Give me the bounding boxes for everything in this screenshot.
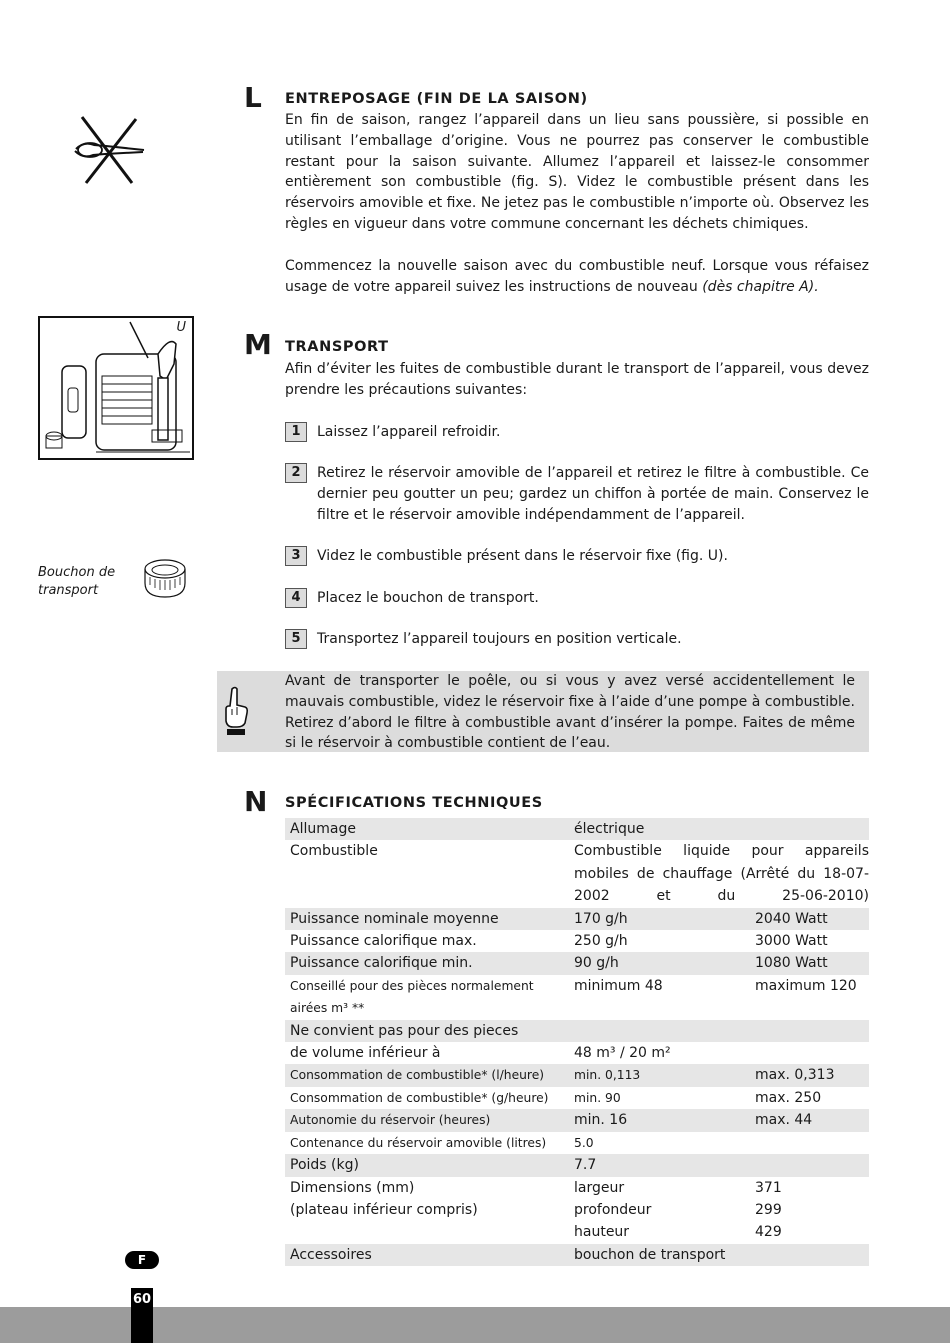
warning-box [217,671,869,752]
step-text: Placez le bouchon de transport. [317,590,539,606]
spec-label: Poids (kg) [285,1154,569,1176]
spec-label: Puissance calorifique min. [285,952,569,974]
spec-label: Allumage [285,818,569,840]
section-letter-n: N [244,785,268,818]
table-row [285,1154,869,1176]
section-title-transport: TRANSPORT [285,339,389,355]
cap-caption: Bouchon de transport [38,565,116,598]
step-number: 2 [285,463,307,483]
spec-label: Ne convient pas pour des pieces [285,1020,569,1042]
spec-value [569,1020,750,1042]
spec-value: Combustible liquide pour appareils mobiles de chauffage (Arrêté du 18-07-2002 et du 25-06-2010) [574,843,869,905]
step-number: 5 [285,629,307,649]
spec-value: hauteur [574,1224,630,1241]
spec-label: Contenance du réservoir amovible (litres) [290,1135,547,1150]
figure-u-label: U [176,320,186,335]
spec-value-2 [750,1244,869,1266]
table-row [285,1199,869,1221]
step-text: Laissez l’appareil refroidir. [317,424,501,440]
section-letter-m: M [244,328,272,361]
transport-intro: Afin d’éviter les fuites de combustible durant le transport de l’appareil, vous devez prendre les précautions suivantes: [285,361,869,398]
spec-value: largeur [574,1179,625,1196]
spec-value-2: max. 250 [755,1089,822,1106]
warning-text: Avant de transporter le poêle, ou si vous y avez versé accidentellement le mauvais combustible, videz le réservoir fixe à l’aide d’une pompe à combustible. Retirez d’abord le filtre à combustible avant d’insérer la pompe. Faites de même si le réservoir à combustible contient de l’eau. [285,673,855,752]
spec-value-2: maximum 120 [755,977,857,994]
spec-value: 90 g/h [569,952,750,974]
section-title-storage: ENTREPOSAGE (FIN DE LA SAISON) [285,91,588,107]
storage-paragraph-2 [285,256,869,298]
spec-value-2 [750,1042,869,1064]
spec-label: Conseillé pour des pièces normalement airées m³ ** [290,978,534,1016]
step-text: Transportez l’appareil toujours en position verticale. [317,631,682,647]
spec-value: min. 90 [574,1090,621,1105]
spec-value-2: 2040 Watt [750,908,869,930]
table-row [285,840,869,907]
spec-value: 250 g/h [574,933,628,950]
table-row [285,1020,869,1042]
step-number: 4 [285,588,307,608]
table-row [285,1221,869,1243]
spec-label: Puissance calorifique max. [290,933,477,950]
spec-value: min. 16 [569,1109,750,1131]
spec-value-2: 429 [755,1224,782,1241]
no-screwdriver-icon [70,113,150,185]
spec-value-2: max. 44 [750,1109,869,1131]
table-row [285,1177,869,1199]
heater-pump-illustration [40,318,192,458]
spec-value: 48 m³ / 20 m² [574,1045,671,1062]
table-row [285,1042,869,1064]
storage-paragraph-2-ref: (dès chapitre A). [702,278,819,295]
spec-value: minimum 48 [574,977,663,994]
page-number: 60 [131,1288,153,1343]
storage-paragraph-1: En fin de saison, rangez l’appareil dans un lieu sans poussière, si possible en utilisant l’emballage d’origine. Vous ne pourrez pas conserver le combustible restant pour la saison suivante. Allumez l’appareil et laissez-le consommer entièrement son combustible (fig. S). Videz le combustible présent dans les réservoirs amovible et fixe. Ne jetez pas le combustible n’importe où. Observez les règles en vigueur dans votre commune concernant les déchets chimiques. [285,112,869,232]
transport-cap-icon [142,557,188,601]
spec-value: profondeur [574,1201,652,1218]
step-number: 3 [285,546,307,566]
spec-value: électrique [569,818,869,840]
spec-label: de volume inférieur à [290,1045,441,1062]
step-number: 1 [285,422,307,442]
spec-label: Puissance nominale moyenne [285,908,569,930]
spec-label: Autonomie du réservoir (heures) [285,1109,569,1131]
spec-label: (plateau inférieur compris) [290,1201,478,1218]
step-text: Retirez le réservoir amovible de l’appareil et retirez le filtre à combustible. Ce dernier peu goutter un peu; gardez un chiffon à portée de main. Conservez le filtre et le réservoir amovible indépendamment de l’appareil. [317,465,869,523]
spec-value: 5.0 [574,1135,594,1150]
table-row [285,1087,869,1109]
figure-u [38,316,194,460]
spec-label: Combustible [290,843,378,860]
spec-value-2 [750,1132,869,1154]
spec-value-2: 299 [755,1201,782,1218]
table-row [285,1064,869,1086]
spec-value-2: 3000 Watt [755,933,828,950]
table-row [285,1132,869,1154]
specs-table [285,818,869,1266]
spec-value-2: 1080 Watt [750,952,869,974]
language-badge: F [125,1251,159,1269]
pointing-hand-icon [223,685,249,737]
spec-label: Dimensions (mm) [290,1179,415,1196]
spec-value-2: max. 0,313 [750,1064,869,1086]
section-title-specs: SPÉCIFICATIONS TECHNIQUES [285,795,543,811]
spec-value: min. 0,113 [569,1064,750,1086]
table-row [285,952,869,974]
spec-value-2: 371 [755,1179,782,1196]
section-letter-l: L [244,81,262,114]
table-row [285,1109,869,1131]
table-row [285,908,869,930]
storage-paragraph-2-text: Commencez la nouvelle saison avec du combustible neuf. Lorsque vous réfaisez usage de votre appareil suivez les instructions de nouveau [285,258,869,295]
table-row [285,818,869,840]
spec-label: Accessoires [285,1244,569,1266]
spec-label: Consommation de combustible* (l/heure) [285,1064,569,1086]
table-row [285,1244,869,1266]
table-row [285,930,869,952]
spec-value-2 [750,1020,869,1042]
step-text: Videz le combustible présent dans le réservoir fixe (fig. U). [317,548,728,564]
table-row [285,975,869,1020]
spec-value: 7.7 [569,1154,750,1176]
spec-label: Consommation de combustible* (g/heure) [290,1090,549,1105]
spec-value: bouchon de transport [569,1244,750,1266]
spec-label [285,1221,569,1243]
spec-value-2 [750,1154,869,1176]
spec-value: 170 g/h [569,908,750,930]
